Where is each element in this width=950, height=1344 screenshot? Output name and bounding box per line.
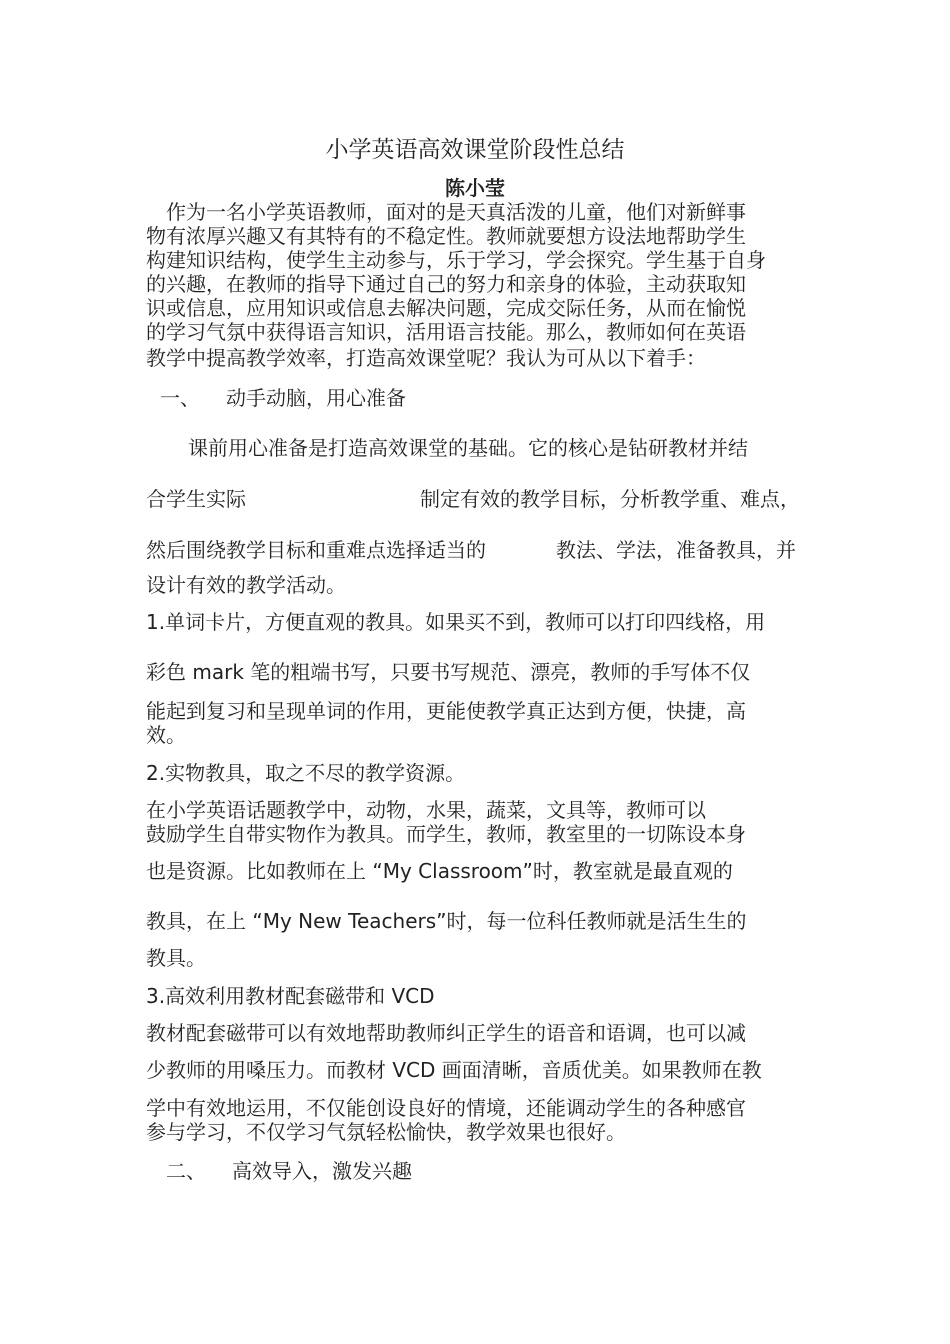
intro-line: 物有浓厚兴趣又有其特有的不稳定性。教师就要想方设法地帮助学生 (146, 224, 746, 248)
paragraph-line: 也是资源。比如教师在上 “My Classroom”时，教室就是最直观的 (146, 859, 733, 883)
intro-line: 的学习气氛中获得语言知识，活用语言技能。那么，教师如何在英语 (146, 320, 746, 344)
paragraph-line: 教具，在上 “My New Teachers”时，每一位科任教师就是活生生的 (146, 909, 747, 933)
list-item-heading: 3.高效利用教材配套磁带和 VCD (146, 984, 435, 1008)
section-number: 一、 (160, 386, 200, 410)
paragraph-line: 少教师的用嗓压力。而教材 VCD 画面清晰，音质优美。如果教师在教 (146, 1058, 762, 1082)
paragraph-line: 合学生实际 (146, 487, 246, 511)
paragraph-line: 能起到复习和呈现单词的作用，更能使教学真正达到方便，快捷，高 (146, 699, 746, 723)
paragraph-line: 制定有效的教学目标，分析教学重、难点， (420, 487, 800, 511)
paragraph-line: 鼓励学生自带实物作为教具。而学生，教师，教室里的一切陈设本身 (146, 822, 746, 846)
intro-line: 教学中提高教学效率，打造高效课堂呢？我认为可从以下着手： (146, 346, 706, 370)
paragraph-line: 学中有效地运用，不仅能创设良好的情境，还能调动学生的各种感官 (146, 1096, 746, 1120)
section-heading: 高效导入，激发兴趣 (232, 1159, 412, 1183)
list-item-heading: 2.实物教具，取之不尽的教学资源。 (146, 761, 466, 785)
list-item-heading: 1.单词卡片，方便直观的教具。如果买不到，教师可以打印四线格，用 (146, 610, 766, 634)
author-name: 陈小莹 (445, 176, 505, 200)
intro-line: 的兴趣，在教师的指导下通过自己的努力和亲身的体验，主动获取知 (146, 272, 746, 296)
section-number: 二、 (166, 1159, 206, 1183)
intro-line: 识或信息，应用知识或信息去解决问题，完成交际任务，从而在愉悦 (146, 296, 746, 320)
document-title: 小学英语高效课堂阶段性总结 (325, 137, 625, 163)
paragraph-line: 教法、学法，准备教具，并 (556, 538, 796, 562)
paragraph-line: 彩色 mark 笔的粗端书写，只要书写规范、漂亮，教师的手写体不仅 (146, 660, 751, 684)
paragraph-line: 课前用心准备是打造高效课堂的基础。它的核心是钻研教材并结 (188, 436, 748, 460)
intro-line: 作为一名小学英语教师，面对的是天真活泼的儿童，他们对新鲜事 (146, 200, 746, 224)
section-heading: 动手动脑，用心准备 (226, 386, 406, 410)
paragraph-line: 教材配套磁带可以有效地帮助教师纠正学生的语音和语调，也可以减 (146, 1021, 746, 1045)
paragraph-line: 教具。 (146, 946, 206, 970)
paragraph-line: 效。 (146, 723, 186, 747)
paragraph-line: 然后围绕教学目标和重难点选择适当的 (146, 538, 486, 562)
paragraph-line: 参与学习，不仅学习气氛轻松愉快，教学效果也很好。 (146, 1120, 626, 1144)
paragraph-line: 设计有效的教学活动。 (146, 573, 346, 597)
intro-line: 构建知识结构，使学生主动参与，乐于学习，学会探究。学生基于自身 (146, 248, 766, 272)
paragraph-line: 在小学英语话题教学中，动物，水果，蔬菜，文具等，教师可以 (146, 798, 706, 822)
